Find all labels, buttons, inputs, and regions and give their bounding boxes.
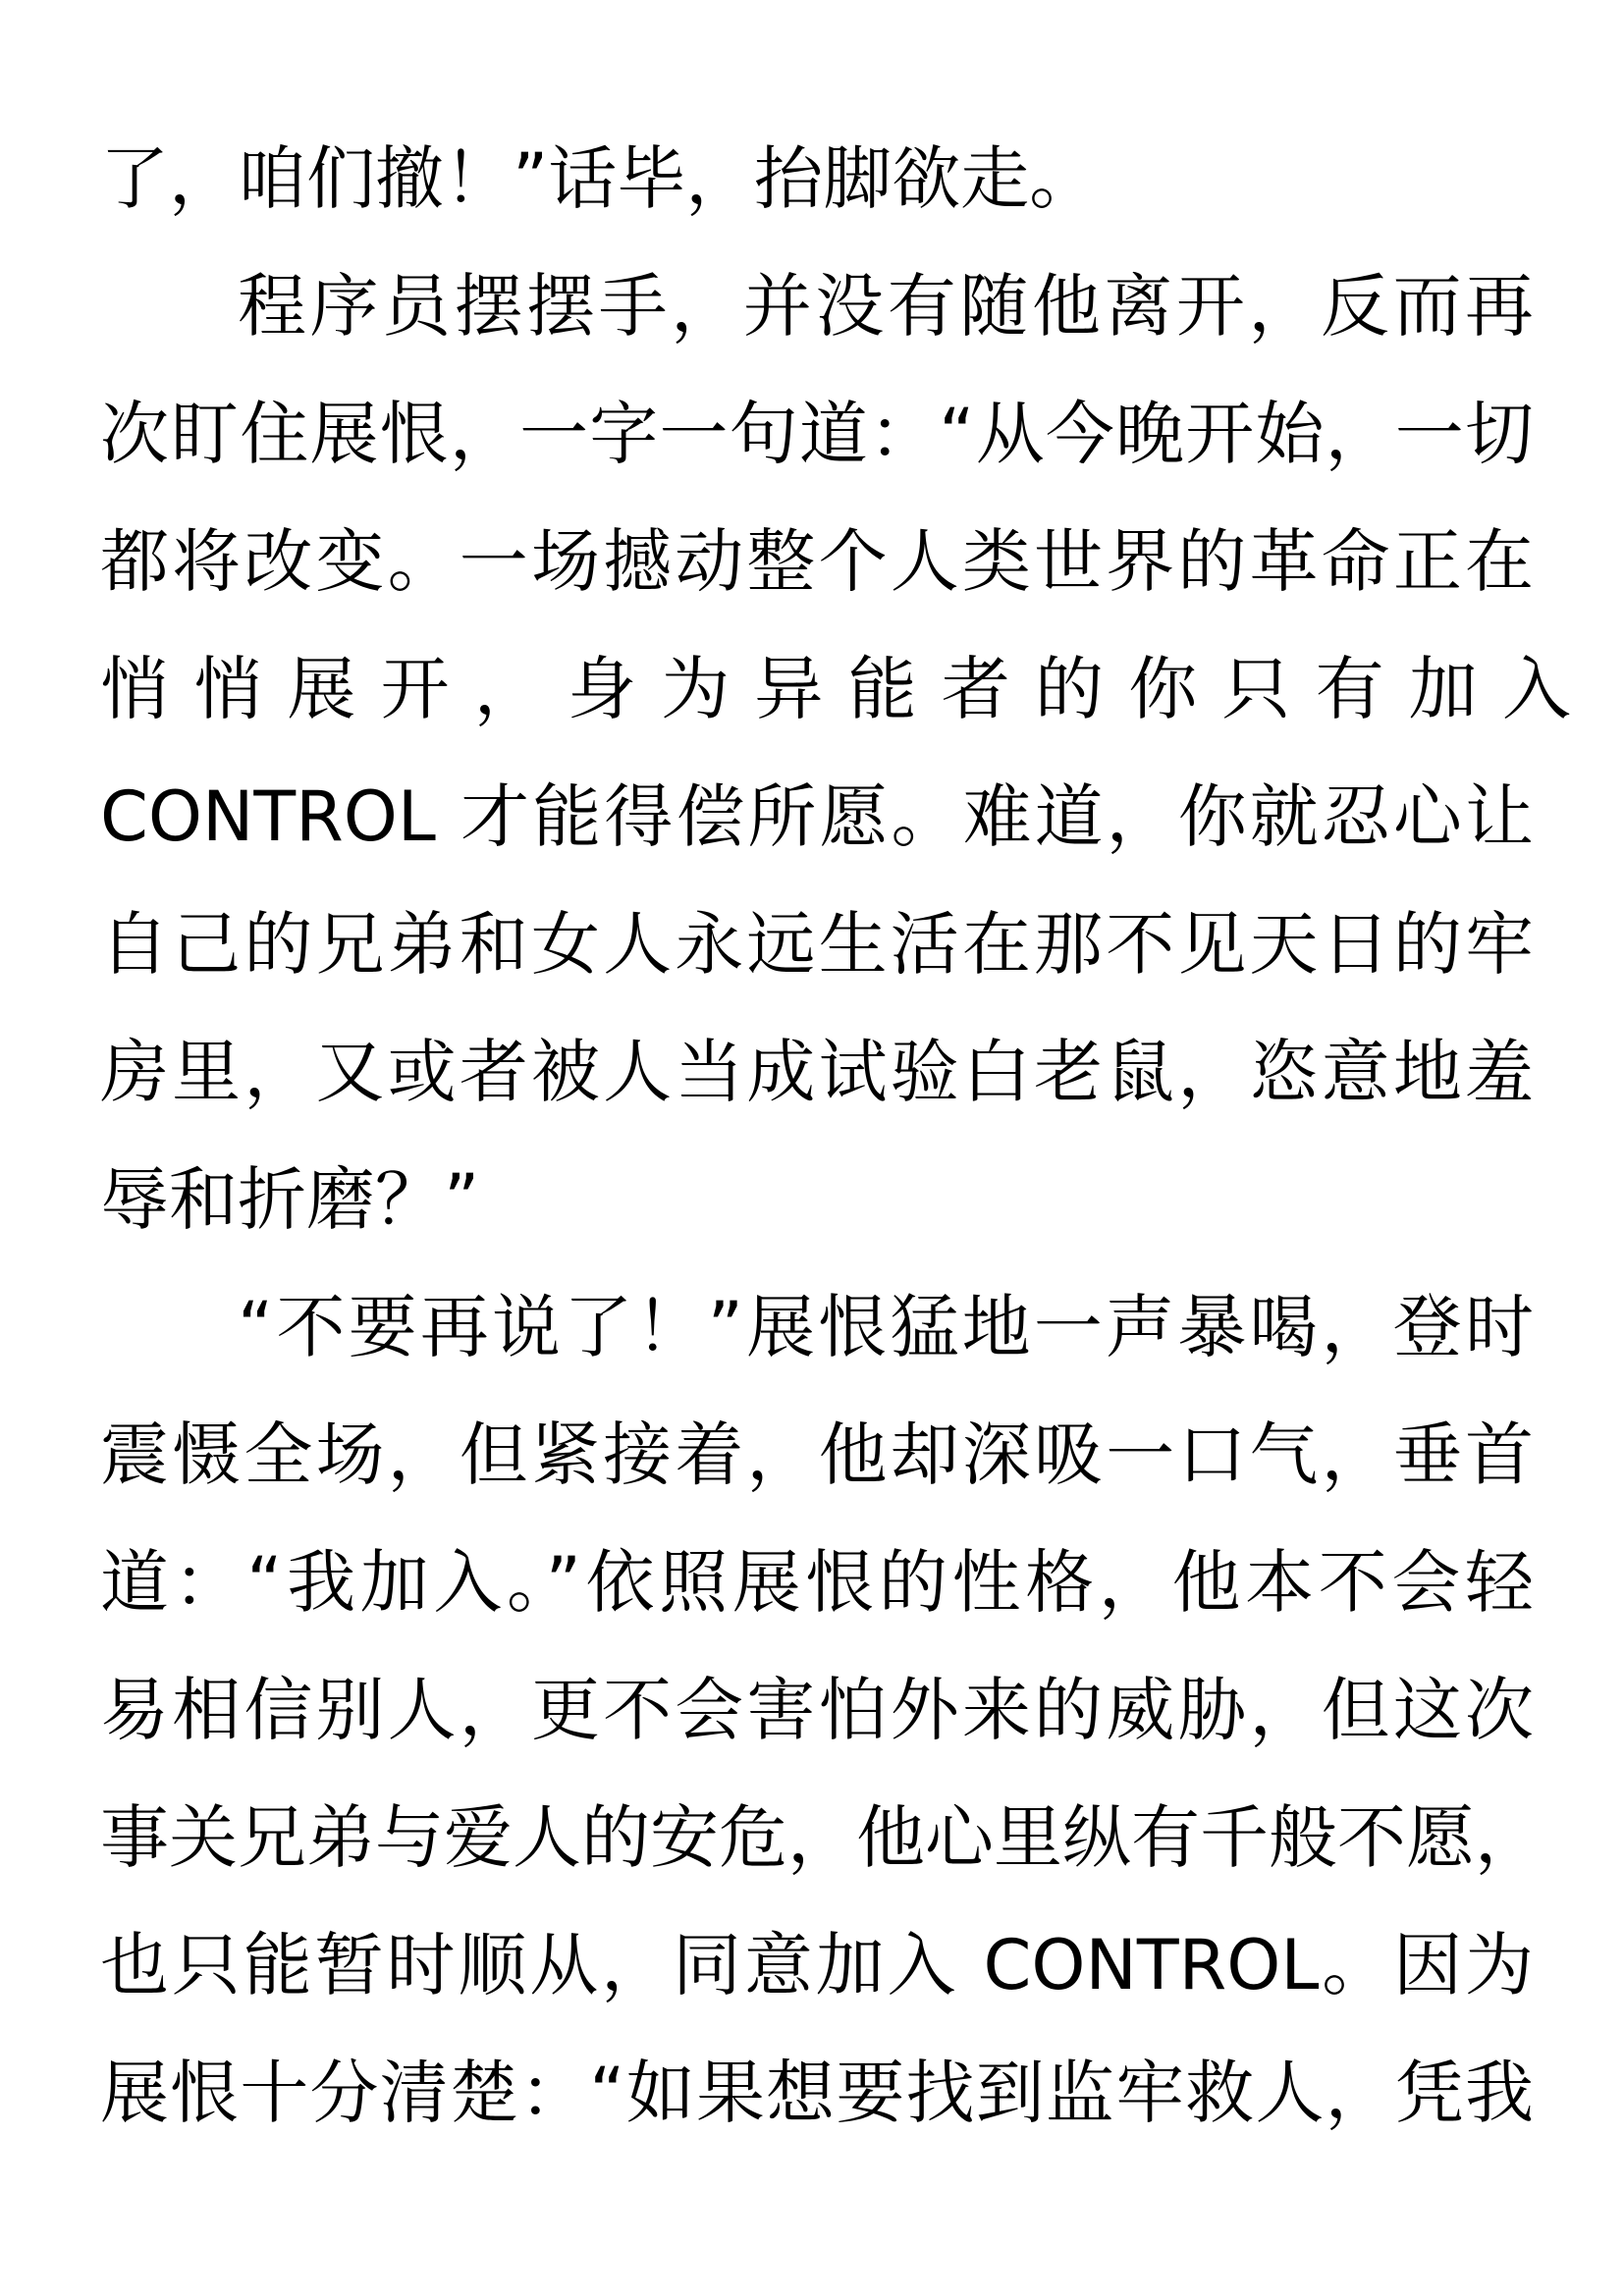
text-line-9: 辱和折磨？” <box>100 1159 480 1240</box>
text-line-8: 房里，又或者被人当成试验白老鼠，恣意地羞 <box>100 1032 1534 1112</box>
text-line-12: 道：“我加入。”依照展恨的性格，他本不会轻 <box>100 1542 1534 1623</box>
body-text <box>100 115 1597 2157</box>
text-line-15: 也只能暂时顺从，同意加入 CONTROL。因为 <box>100 1925 1534 2005</box>
text-line-2: 程序员摆摆手，并没有随他离开，反而再 <box>238 266 1534 347</box>
text-line-10: “不要再说了！”展恨猛地一声暴喝，登时 <box>238 1287 1534 1367</box>
text-line-6: CONTROL 才能得偿所愿。难道，你就忍心让 <box>100 776 1534 857</box>
text-line-11: 震慑全场，但紧接着，他却深吸一口气，垂首 <box>100 1415 1534 1495</box>
text-line-5: 悄悄展开，身为异能者的你只有加入 <box>100 649 1597 729</box>
text-line-7: 自己的兄弟和女人永远生活在那不见天日的牢 <box>100 904 1534 985</box>
text-line-16: 展恨十分清楚：“如果想要找到监牢救人，凭我 <box>100 2053 1534 2133</box>
text-line-14: 事关兄弟与爱人的安危，他心里纵有千般不愿， <box>100 1797 1543 1878</box>
text-line-13: 易相信别人，更不会害怕外来的威胁，但这次 <box>100 1670 1534 1750</box>
text-line-3: 次盯住展恨，一字一句道：“从今晚开始，一切 <box>100 394 1534 474</box>
text-line-1: 了，咱们撤！”话毕，抬脚欲走。 <box>100 138 1099 219</box>
text-line-4: 都将改变。一场撼动整个人类世界的革命正在 <box>100 521 1534 602</box>
